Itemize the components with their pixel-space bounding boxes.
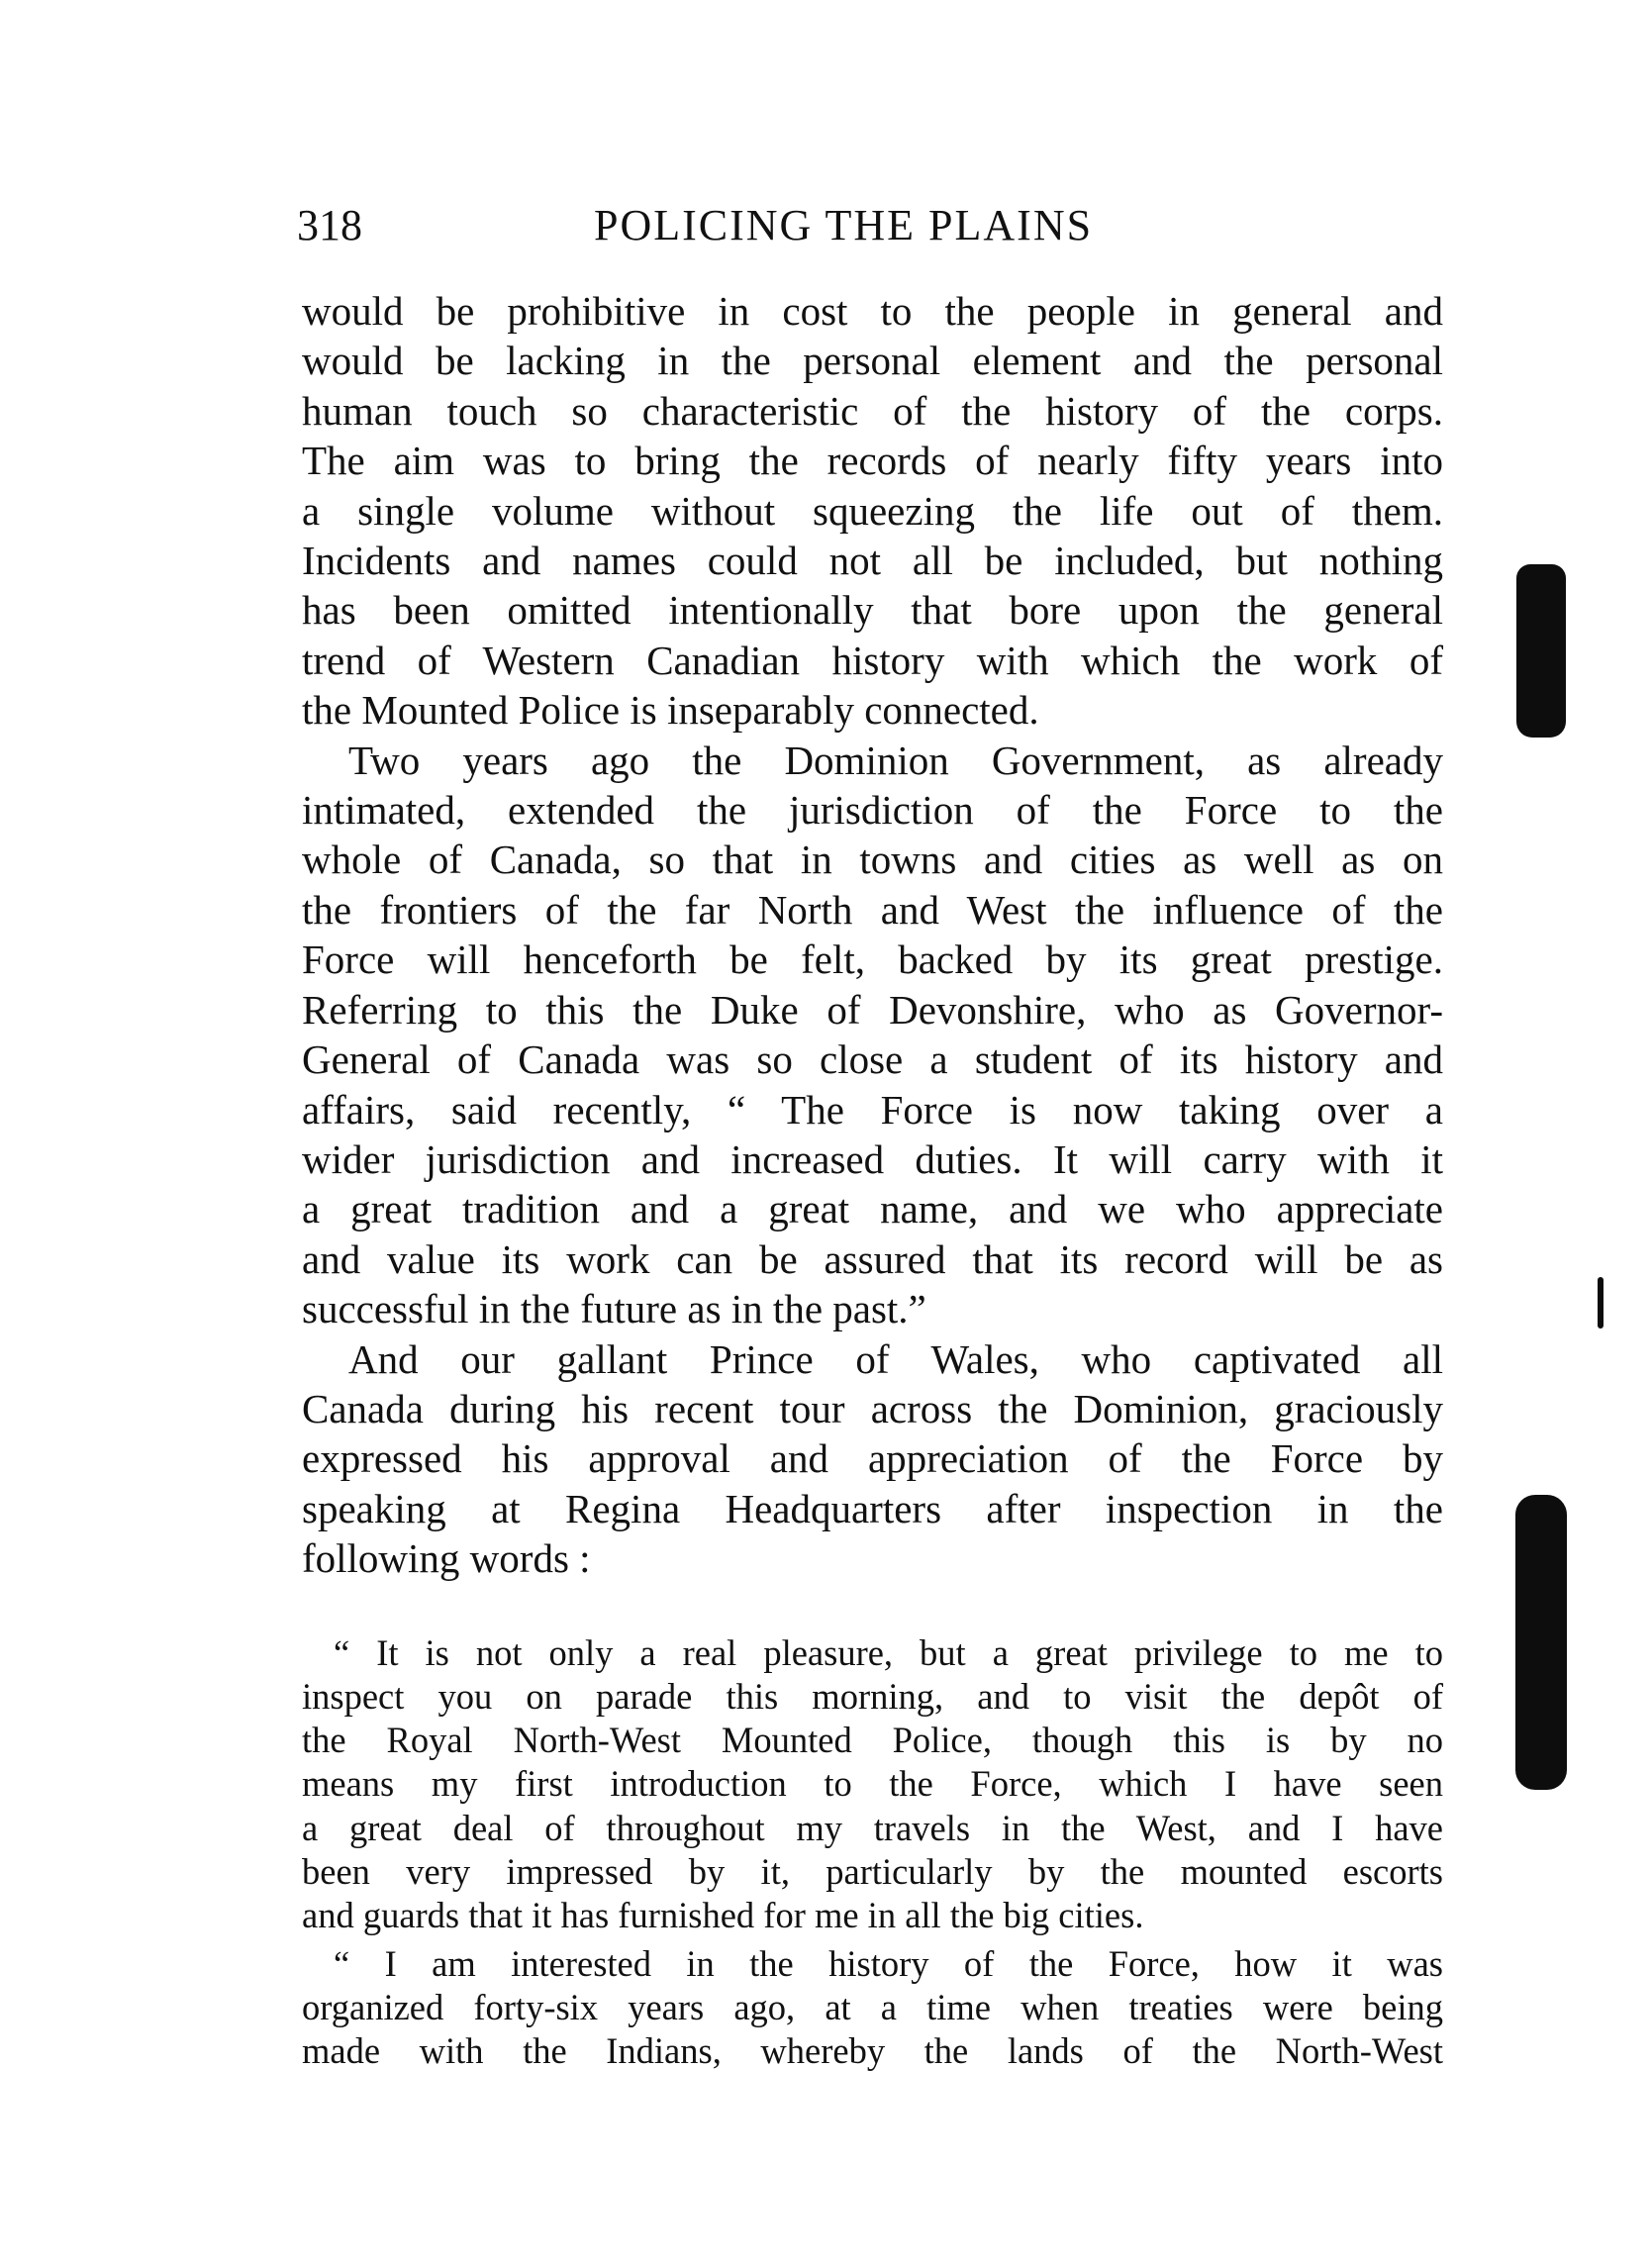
text-line: would be lacking in the personal element and the personal bbox=[302, 338, 1443, 384]
scan-artifact-mark bbox=[1598, 1277, 1603, 1329]
quote-line: organized forty-six years ago, at a time when treaties were being bbox=[302, 1986, 1443, 2027]
paragraph-1 bbox=[302, 286, 1443, 736]
quote-line: made with the Indians, whereby the lands of the North-West bbox=[302, 2030, 1443, 2072]
text-line: successful in the future as in the past.” bbox=[302, 1286, 926, 1332]
text-line: the frontiers of the far North and West the influence of the bbox=[302, 886, 1443, 933]
text-line: General of Canada was so close a student of its history and bbox=[302, 1036, 1443, 1083]
quote-paragraph-2 bbox=[302, 1942, 1443, 2074]
running-title: POLICING THE PLAINS bbox=[594, 201, 1094, 249]
quote-paragraph-1 bbox=[302, 1631, 1443, 1938]
text-line: human touch so characteristic of the history of the corps. bbox=[302, 387, 1443, 434]
text-line: would be prohibitive in cost to the people in general and bbox=[302, 288, 1443, 334]
block-quote bbox=[302, 1631, 1443, 2074]
text-line: following words : bbox=[302, 1535, 591, 1582]
text-line: trend of Western Canadian history with which the work of bbox=[302, 637, 1443, 683]
text-line: a great tradition and a great name, and we who appreciate bbox=[302, 1186, 1443, 1232]
quote-line: and guards that it has furnished for me in all the big cities. bbox=[302, 1895, 1144, 1936]
scan-artifact-mark bbox=[1516, 564, 1566, 738]
text-line: wider jurisdiction and increased duties. It will carry with it bbox=[302, 1135, 1443, 1182]
text-line: And our gallant Prince of Wales, who captivated all bbox=[348, 1335, 1443, 1382]
quote-line: “ It is not only a real pleasure, but a great privilege to me to bbox=[334, 1631, 1443, 1673]
text-line: a single volume without squeezing the life out of them. bbox=[302, 487, 1443, 534]
text-line: and value its work can be assured that its record will be as bbox=[302, 1235, 1443, 1282]
text-line: Referring to this the Duke of Devonshire, who as Governor- bbox=[302, 986, 1443, 1033]
scan-artifact-mark bbox=[1515, 1495, 1567, 1790]
quote-line: means my first introduction to the Force, which I have seen bbox=[302, 1763, 1443, 1805]
running-head bbox=[297, 196, 1445, 255]
text-line: intimated, extended the jurisdiction of the Force to the bbox=[302, 787, 1443, 834]
text-line: Incidents and names could not all be included, but nothing bbox=[302, 538, 1443, 584]
text-line: affairs, said recently, “ The Force is now taking over a bbox=[302, 1086, 1443, 1133]
quote-line: been very impressed by it, particularly by the mounted escorts bbox=[302, 1851, 1443, 1893]
text-line: Two years ago the Dominion Government, as already bbox=[348, 737, 1443, 783]
quote-line: inspect you on parade this morning, and to visit the depôt of bbox=[302, 1675, 1443, 1717]
text-line: expressed his approval and appreciation of the Force by bbox=[302, 1435, 1443, 1482]
text-line: speaking at Regina Headquarters after inspection in the bbox=[302, 1485, 1443, 1531]
quote-line: the Royal North-West Mounted Police, though this is by no bbox=[302, 1720, 1443, 1761]
text-line: Canada during his recent tour across the Dominion, graciously bbox=[302, 1385, 1443, 1431]
text-line: The aim was to bring the records of nearly fifty years into bbox=[302, 438, 1443, 484]
paragraph-2 bbox=[302, 736, 1443, 1334]
quote-line: “ I am interested in the history of the Force, how it was bbox=[334, 1942, 1443, 1984]
text-line: whole of Canada, so that in towns and cities as well as on bbox=[302, 837, 1443, 883]
body-text bbox=[302, 286, 1443, 2074]
quote-line: a great deal of throughout my travels in the West, and I have bbox=[302, 1807, 1443, 1848]
text-line: Force will henceforth be felt, backed by its great prestige. bbox=[302, 936, 1443, 983]
text-line: has been omitted intentionally that bore upon the general bbox=[302, 587, 1443, 634]
paragraph-3 bbox=[302, 1334, 1443, 1584]
text-line: the Mounted Police is inseparably connected. bbox=[302, 687, 1039, 734]
page-number: 318 bbox=[297, 201, 362, 249]
